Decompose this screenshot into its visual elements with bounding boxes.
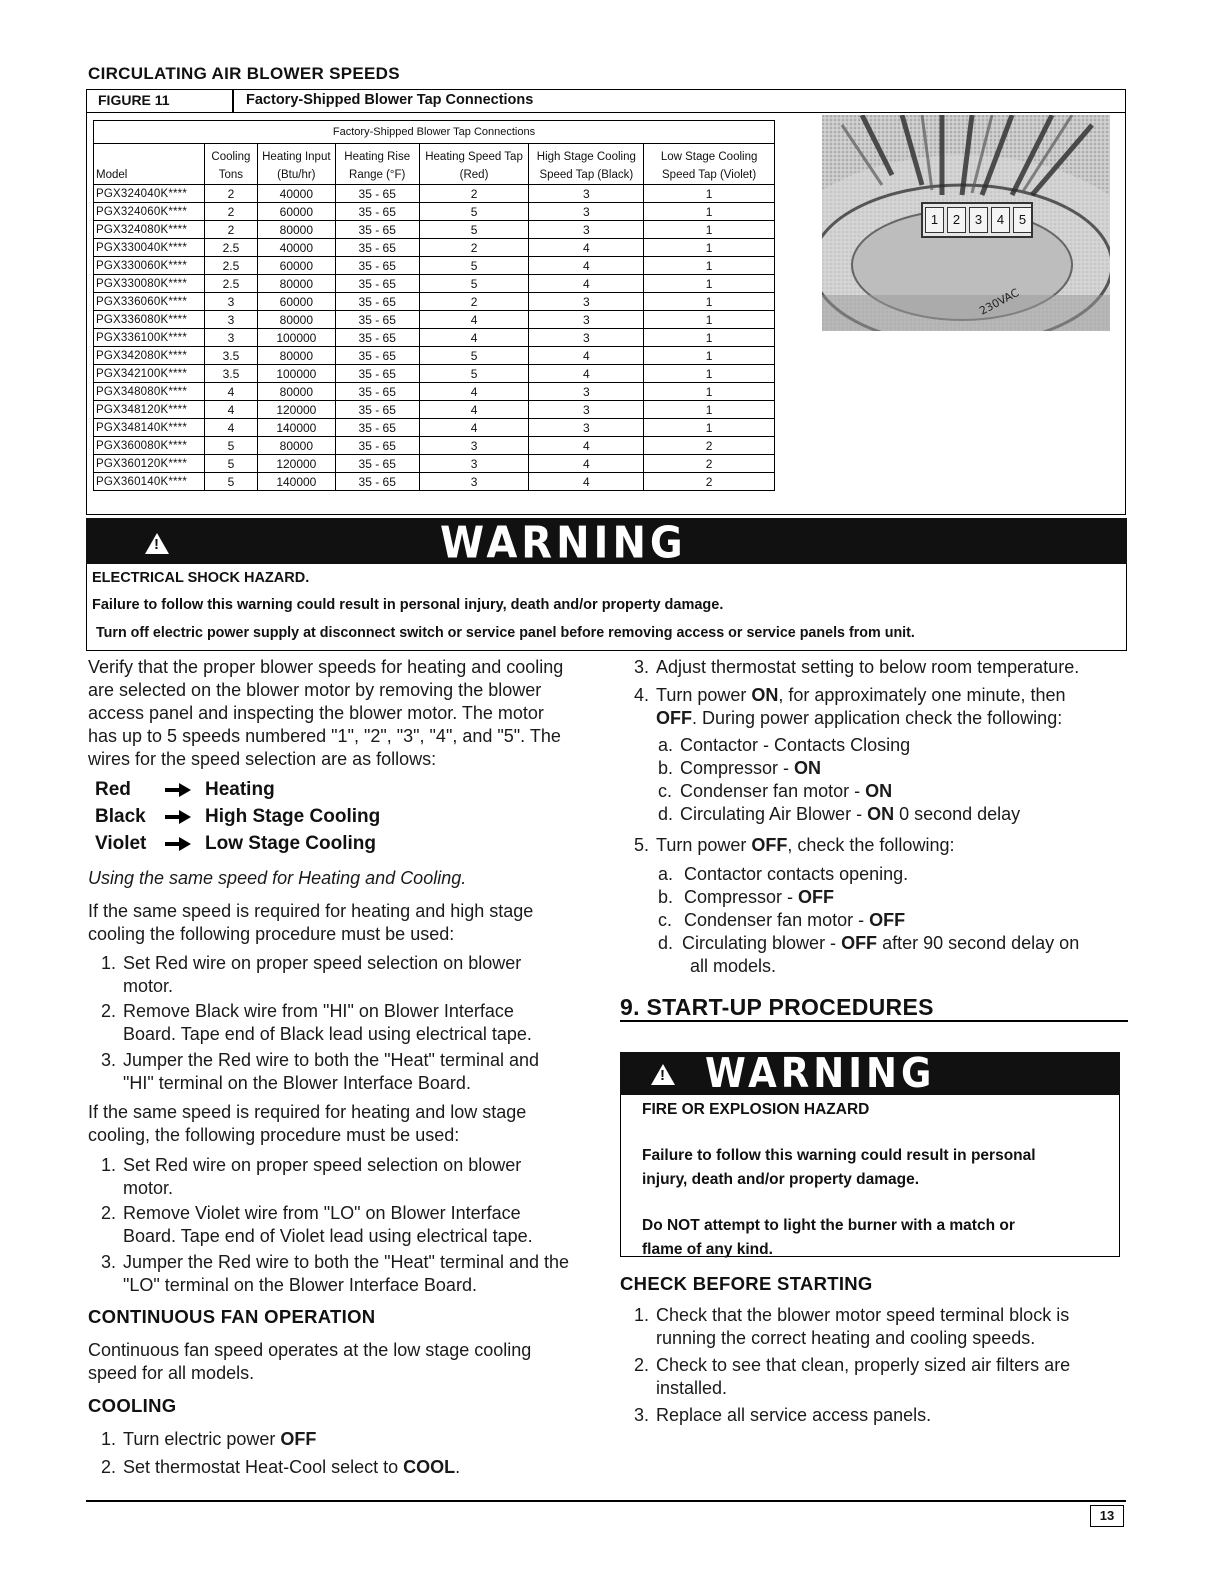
table-row (94, 473, 775, 491)
terminal-label: 1 (925, 207, 944, 233)
table-cell: 4 (419, 311, 529, 329)
wire-red-row: Red Heating (95, 779, 275, 800)
table-cell: 5 (419, 275, 529, 293)
wire-violet-row: Violet Low Stage Cooling (95, 833, 376, 854)
table-cell: 2 (204, 203, 257, 221)
page-number: 13 (1090, 1505, 1124, 1527)
table-cell: 1 (644, 203, 775, 221)
table-cell: 35 - 65 (335, 455, 419, 473)
table-cell: 35 - 65 (335, 329, 419, 347)
table-cell: 5 (419, 347, 529, 365)
table-cell: 35 - 65 (335, 221, 419, 239)
table-cell: PGX342080K**** (94, 347, 205, 365)
table-row (94, 419, 775, 437)
table-cell: PGX324060K**** (94, 203, 205, 221)
fire-hazard: FIRE OR EXPLOSION HAZARD (642, 1101, 870, 1118)
table-cell: 1 (644, 401, 775, 419)
table-cell: PGX330040K**** (94, 239, 205, 257)
warning-triangle-icon: ! (145, 533, 169, 554)
table-cell: 1 (644, 365, 775, 383)
table-cell: 3 (419, 455, 529, 473)
table-cell: 5 (419, 221, 529, 239)
table-cell: 140000 (257, 419, 335, 437)
table-cell: 1 (644, 185, 775, 203)
table-cell: 35 - 65 (335, 347, 419, 365)
table-cell: 3 (529, 383, 644, 401)
table-cell: 1 (644, 257, 775, 275)
column-header: Heating Speed Tap (Red) (419, 144, 529, 185)
column-header: Cooling Tons (204, 144, 257, 185)
table-cell: 40000 (257, 239, 335, 257)
svg-text:230VAC: 230VAC (977, 286, 1022, 318)
table-cell: PGX360080K**** (94, 437, 205, 455)
column-header: Low Stage Cooling Speed Tap (Violet) (644, 144, 775, 185)
high-stage-paragraph: If the same speed is required for heating and high stage cooling the following procedure must be used: (88, 901, 534, 944)
table-cell: PGX348140K**** (94, 419, 205, 437)
table-cell: 4 (204, 419, 257, 437)
figure-label: FIGURE 11 (98, 92, 170, 108)
table-cell: 120000 (257, 401, 335, 419)
table-row (94, 365, 775, 383)
table-cell: 35 - 65 (335, 275, 419, 293)
table-cell: 1 (644, 419, 775, 437)
table-cell: 3 (529, 203, 644, 221)
table-cell: 3 (529, 419, 644, 437)
arrow-icon (165, 839, 193, 849)
table-header-row (94, 144, 775, 185)
table-cell: PGX348080K**** (94, 383, 205, 401)
terminal-label: 2 (947, 207, 966, 233)
terminal-label: 5 (1013, 207, 1032, 233)
arrow-icon (165, 812, 193, 822)
table-cell: 120000 (257, 455, 335, 473)
table-cell: 35 - 65 (335, 185, 419, 203)
table-cell: 100000 (257, 365, 335, 383)
table-cell: 80000 (257, 275, 335, 293)
table-cell: 80000 (257, 311, 335, 329)
table-row (94, 221, 775, 239)
column-header: Heating Input (Btu/hr) (257, 144, 335, 185)
table-cell: 4 (204, 401, 257, 419)
table-cell: 80000 (257, 221, 335, 239)
same-speed-heading: Using the same speed for Heating and Cooling. (88, 868, 467, 888)
table-cell: 3 (529, 329, 644, 347)
continuous-fan-text: Continuous fan speed operates at the low stage cooling speed for all models. (88, 1340, 532, 1383)
table-cell: 35 - 65 (335, 419, 419, 437)
table-cell: 3.5 (204, 347, 257, 365)
table-cell: 1 (644, 383, 775, 401)
table-cell: 3.5 (204, 365, 257, 383)
table-cell: 2 (644, 455, 775, 473)
table-row (94, 293, 775, 311)
table-cell: 3 (529, 293, 644, 311)
table-cell: PGX336100K**** (94, 329, 205, 347)
table-cell: 5 (204, 473, 257, 491)
table-row (94, 401, 775, 419)
table-cell: 5 (419, 257, 529, 275)
arrow-icon (165, 785, 193, 795)
continuous-fan-heading: CONTINUOUS FAN OPERATION (88, 1306, 376, 1327)
cooling-steps: 1. Turn electric power OFF 2. Set thermostat Heat-Cool select to COOL. (101, 1429, 461, 1477)
table-row (94, 257, 775, 275)
table-cell: 2.5 (204, 257, 257, 275)
table-cell: 2 (419, 293, 529, 311)
table-row (94, 275, 775, 293)
table-cell: PGX330080K**** (94, 275, 205, 293)
intro-paragraph: Verify that the proper blower speeds for heating and cooling are selected on the blower motor by removing the blower access panel and inspecting the blower motor. The motor has up to 5 speeds numbered "1", "2", "3", "4", and "5". The wires for the speed selection are as follows: (88, 657, 564, 769)
table-row (94, 437, 775, 455)
warning-triangle-icon: ! (651, 1064, 675, 1085)
blower-motor-photo (822, 115, 1110, 331)
table-cell: 2 (204, 221, 257, 239)
table-cell: 3 (419, 437, 529, 455)
table-cell: 2.5 (204, 275, 257, 293)
warning-word: WARNING (705, 1049, 936, 1098)
table-cell: 3 (529, 401, 644, 419)
table-cell: 4 (419, 401, 529, 419)
table-cell: 60000 (257, 257, 335, 275)
table-cell: 80000 (257, 383, 335, 401)
low-stage-paragraph: If the same speed is required for heating and low stage cooling, the following procedure must be used: (88, 1102, 527, 1145)
table-cell: 3 (419, 473, 529, 491)
column-header: Model (94, 144, 205, 185)
table-cell: 1 (644, 275, 775, 293)
table-cell: 2 (419, 239, 529, 257)
table-cell: 35 - 65 (335, 365, 419, 383)
table-cell: 2 (644, 473, 775, 491)
blower-tap-table (93, 120, 775, 491)
table-cell: 3 (204, 293, 257, 311)
table-row (94, 203, 775, 221)
table-row (94, 383, 775, 401)
table-cell: 5 (204, 437, 257, 455)
fire-consequence: Failure to follow this warning could result in personal injury, death and/or property damage. (642, 1147, 1036, 1188)
table-cell: 5 (419, 365, 529, 383)
table-cell: 2.5 (204, 239, 257, 257)
warning-word: WARNING (440, 517, 687, 569)
table-cell: 4 (419, 329, 529, 347)
table-row (94, 347, 775, 365)
table-row (94, 311, 775, 329)
table-cell: 2 (419, 185, 529, 203)
table-cell: 3 (529, 185, 644, 203)
table-cell: 2 (204, 185, 257, 203)
table-cell: 4 (204, 383, 257, 401)
table-cell: 35 - 65 (335, 239, 419, 257)
table-cell: 3 (204, 329, 257, 347)
check-list: 1. Check that the blower motor speed terminal block is running the correct heating and cooling speeds. 2. Check to see that clean, properly sized air filters are installed. 3. Replace all service access panels. (634, 1305, 1071, 1425)
table-cell: 35 - 65 (335, 383, 419, 401)
table-cell: 60000 (257, 203, 335, 221)
cooling-steps-continued: 3. Adjust thermostat setting to below room temperature. 4. Turn power ON, for approximately one minute, then OFF. During power application check the following: (634, 657, 1080, 728)
table-cell: 3 (529, 311, 644, 329)
table-cell: 35 - 65 (335, 311, 419, 329)
table-cell: 35 - 65 (335, 203, 419, 221)
terminal-label: 4 (991, 207, 1010, 233)
table-cell: 1 (644, 239, 775, 257)
column-header: High Stage Cooling Speed Tap (Black) (529, 144, 644, 185)
footer-rule (86, 1500, 1126, 1502)
fire-instruction: Do NOT attempt to light the burner with a match or flame of any kind. (642, 1217, 1015, 1258)
section-title: CIRCULATING AIR BLOWER SPEEDS (88, 64, 400, 83)
table-cell: 35 - 65 (335, 437, 419, 455)
wire-black-row: Black High Stage Cooling (95, 806, 381, 827)
table-cell: 4 (529, 275, 644, 293)
table-cell: 1 (644, 221, 775, 239)
figure-divider (232, 89, 234, 113)
table-cell: PGX336080K**** (94, 311, 205, 329)
table-row (94, 329, 775, 347)
table-cell: 1 (644, 293, 775, 311)
table-cell: PGX348120K**** (94, 401, 205, 419)
figure-title: Factory-Shipped Blower Tap Connections (246, 92, 534, 108)
table-cell: 5 (204, 455, 257, 473)
table-cell: 140000 (257, 473, 335, 491)
table-cell: 1 (644, 311, 775, 329)
table-cell: PGX342100K**** (94, 365, 205, 383)
table-cell: 35 - 65 (335, 473, 419, 491)
power-off-checks: a. Contactor contacts opening. b. Compressor - OFF c. Condenser fan motor - OFF d. Circulating blower - OFF after 90 second delay on all models. (658, 864, 1080, 976)
table-cell: PGX360120K**** (94, 455, 205, 473)
table-cell: 4 (419, 383, 529, 401)
terminal-label: 3 (969, 207, 988, 233)
table-cell: 80000 (257, 437, 335, 455)
table-cell: 4 (529, 365, 644, 383)
table-cell: 4 (529, 257, 644, 275)
warning-instruction: Turn off electric power supply at disconnect switch or service panel before removing access or service panels from unit. (96, 625, 915, 641)
table-cell: 1 (644, 329, 775, 347)
high-stage-steps: 1. Set Red wire on proper speed selection on blower motor. 2. Remove Black wire from "HI" on Blower Interface Board. Tape end of Black lead using electrical tape. 3. Jumper the Red wire to both the "Heat" terminal and "HI" terminal on the Blower Interface Board. (101, 953, 539, 1093)
table-cell: 3 (529, 221, 644, 239)
warning-hazard: ELECTRICAL SHOCK HAZARD. (92, 570, 310, 586)
table-cell: PGX330060K**** (94, 257, 205, 275)
table-cell: 4 (529, 473, 644, 491)
table-cell: PGX324080K**** (94, 221, 205, 239)
table-cell: PGX360140K**** (94, 473, 205, 491)
table-cell: 35 - 65 (335, 257, 419, 275)
table-cell: 35 - 65 (335, 401, 419, 419)
low-stage-steps: 1. Set Red wire on proper speed selection on blower motor. 2. Remove Violet wire from "LO" on Blower Interface Board. Tape end of Violet lead using electrical tape. 3. Jumper the Red wire to both the "Heat" terminal and the "LO" terminal on the Blower Interface Board. (101, 1155, 570, 1295)
section-rule (620, 1020, 1128, 1022)
check-before-starting-heading: CHECK BEFORE STARTING (620, 1273, 873, 1294)
table-body (94, 185, 775, 491)
table-cell: 5 (419, 203, 529, 221)
table-cell: 2 (644, 437, 775, 455)
warning-consequence: Failure to follow this warning could result in personal injury, death and/or property damage. (92, 597, 724, 613)
table-cell: 4 (529, 347, 644, 365)
column-header: Heating Rise Range (°F) (335, 144, 419, 185)
power-off-step: 5. Turn power OFF, check the following: (634, 835, 955, 855)
table-cell: 100000 (257, 329, 335, 347)
table-cell: 4 (419, 419, 529, 437)
power-on-checks: a. Contactor - Contacts Closing b. Compressor - ON c. Condenser fan motor - ON d. Circulating Air Blower - ON 0 second delay (658, 735, 1021, 824)
figure-header (86, 89, 1126, 113)
cooling-heading: COOLING (88, 1395, 177, 1416)
table-row (94, 455, 775, 473)
table-cell: 1 (644, 347, 775, 365)
table-caption: Factory-Shipped Blower Tap Connections (94, 121, 775, 144)
table-cell: PGX324040K**** (94, 185, 205, 203)
table-cell: 40000 (257, 185, 335, 203)
table-row (94, 185, 775, 203)
table-row (94, 239, 775, 257)
section-9-title: 9. START-UP PROCEDURES (620, 994, 934, 1020)
table-cell: 3 (204, 311, 257, 329)
table-cell: 4 (529, 437, 644, 455)
table-cell: 60000 (257, 293, 335, 311)
table-cell: PGX336060K**** (94, 293, 205, 311)
table-cell: 4 (529, 455, 644, 473)
table-cell: 35 - 65 (335, 293, 419, 311)
table-cell: 4 (529, 239, 644, 257)
table-cell: 80000 (257, 347, 335, 365)
terminal-labels (925, 207, 1032, 233)
